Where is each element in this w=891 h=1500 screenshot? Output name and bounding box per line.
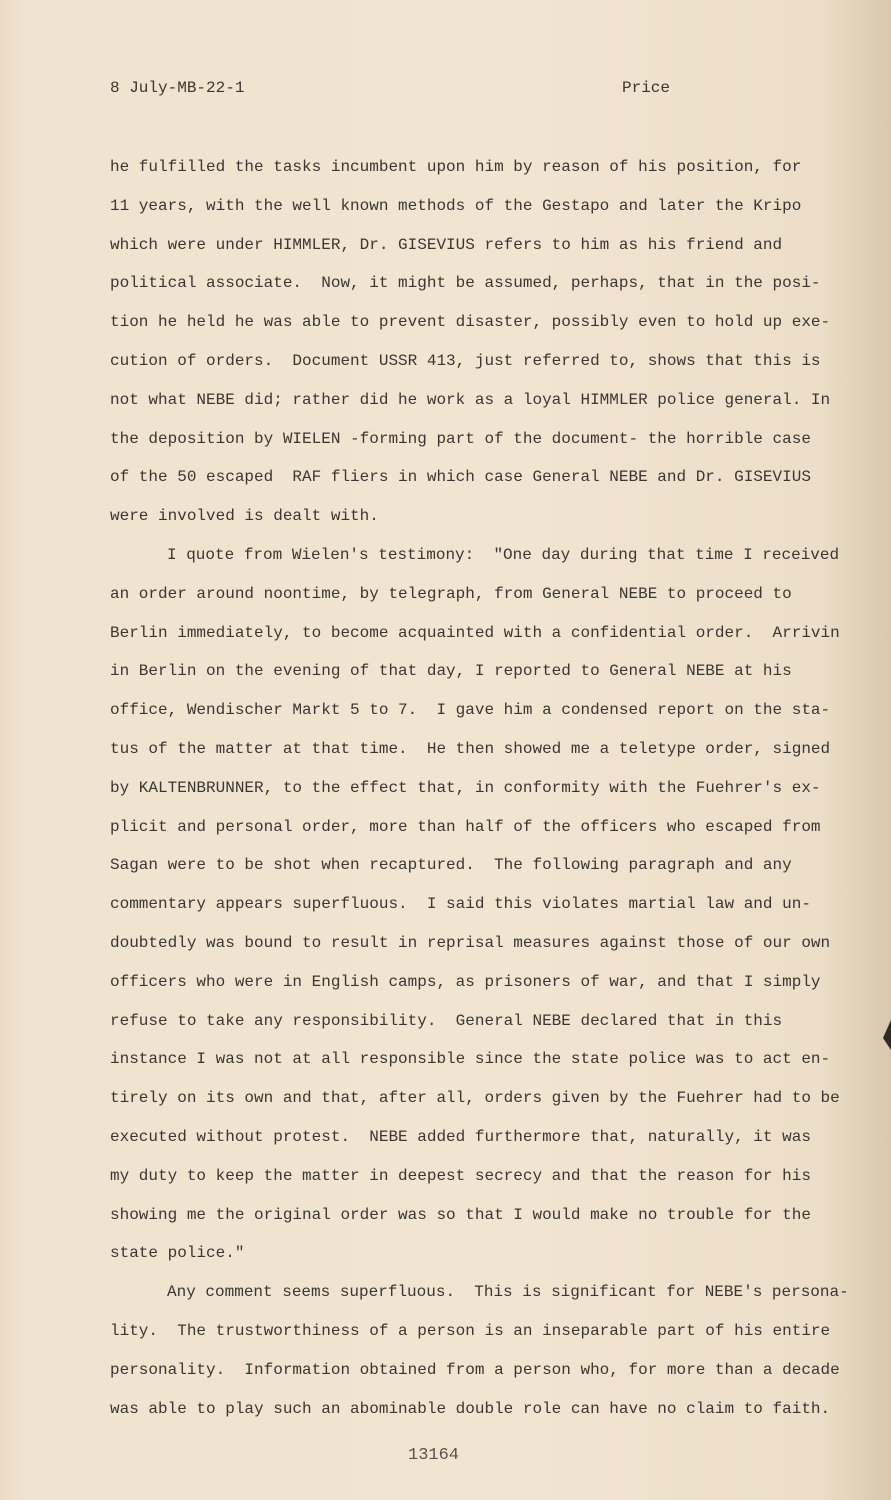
- text-line: the deposition by WIELEN -forming part of the document- the horrible case: [110, 429, 811, 448]
- text-line: of the 50 escaped RAF fliers in which case General NEBE and Dr. GISEVIUS: [110, 468, 811, 487]
- text-line: he fulfilled the tasks incumbent upon him by reason of his position, for: [110, 158, 802, 176]
- text-line: political associate. Now, it might be assumed, perhaps, that in the posi-: [110, 274, 821, 293]
- text-line: was able to play such an abominable double role can have no claim to faith.: [110, 1399, 831, 1418]
- text-line: lity. The trustworthiness of a person is an inseparable part of his entire: [110, 1322, 831, 1340]
- text-line: state police.": [110, 1244, 245, 1263]
- text-line: showing me the original order was so that I would make no trouble for the: [110, 1205, 811, 1224]
- page-edge-tab: [881, 1020, 891, 1050]
- text-line: commentary appears superfluous. I said this violates martial law and un-: [110, 895, 811, 914]
- text-line: I quote from Wielen's testimony: "One day during that time I received: [167, 546, 840, 564]
- text-line: which were under HIMMLER, Dr. GISEVIUS refers to him as his friend and: [110, 235, 783, 254]
- text-line: cution of orders. Document USSR 413, just referred to, shows that this is: [110, 352, 821, 370]
- text-line: refuse to take any responsibility. General NEBE declared that in this: [110, 1011, 783, 1030]
- page-number: 13164: [408, 1446, 460, 1465]
- text-line: instance I was not at all responsible since the state police was to act en-: [110, 1050, 831, 1069]
- text-line: Any comment seems superfluous. This is significant for NEBE's persona-: [167, 1283, 849, 1302]
- text-line: plicit and personal order, more than half of the officers who escaped from: [110, 817, 821, 836]
- text-line: tion he held he was able to prevent disaster, possibly even to hold up exe-: [110, 313, 831, 332]
- text-line: 11 years, with the well known methods of the Gestapo and later the Kripo: [110, 196, 802, 215]
- text-line: my duty to keep the matter in deepest secrecy and that the reason for his: [110, 1166, 811, 1185]
- text-line: were involved is dealt with.: [110, 507, 379, 526]
- text-line: not what NEBE did; rather did he work as a loyal HIMMLER police general. In: [110, 390, 831, 409]
- text-line: tus of the matter at that time. He then showed me a teletype order, signed: [110, 740, 831, 758]
- text-line: officers who were in English camps, as prisoners of war, and that I simply: [110, 972, 821, 991]
- header-speaker: Price: [622, 79, 671, 97]
- text-line: office, Wendischer Markt 5 to 7. I gave him a condensed report on the sta-: [110, 701, 831, 720]
- header-reference: 8 July-MB-22-1: [110, 79, 245, 97]
- text-line: Berlin immediately, to become acquainted with a confidential order. Arrivin: [110, 623, 840, 642]
- text-line: in Berlin on the evening of that day, I reported to General NEBE at his: [110, 662, 792, 681]
- text-line: personality. Information obtained from a person who, for more than a decade: [110, 1360, 840, 1379]
- text-line: an order around noontime, by telegraph, from General NEBE to proceed to: [110, 584, 792, 603]
- text-line: Sagan were to be shot when recaptured. The following paragraph and any: [110, 856, 792, 875]
- text-line: by KALTENBRUNNER, to the effect that, in conformity with the Fuehrer's ex-: [110, 778, 821, 797]
- text-line: executed without protest. NEBE added furthermore that, naturally, it was: [110, 1128, 811, 1146]
- text-line: tirely on its own and that, after all, orders given by the Fuehrer had to be: [110, 1089, 840, 1108]
- text-line: doubtedly was bound to result in reprisal measures against those of our own: [110, 934, 831, 952]
